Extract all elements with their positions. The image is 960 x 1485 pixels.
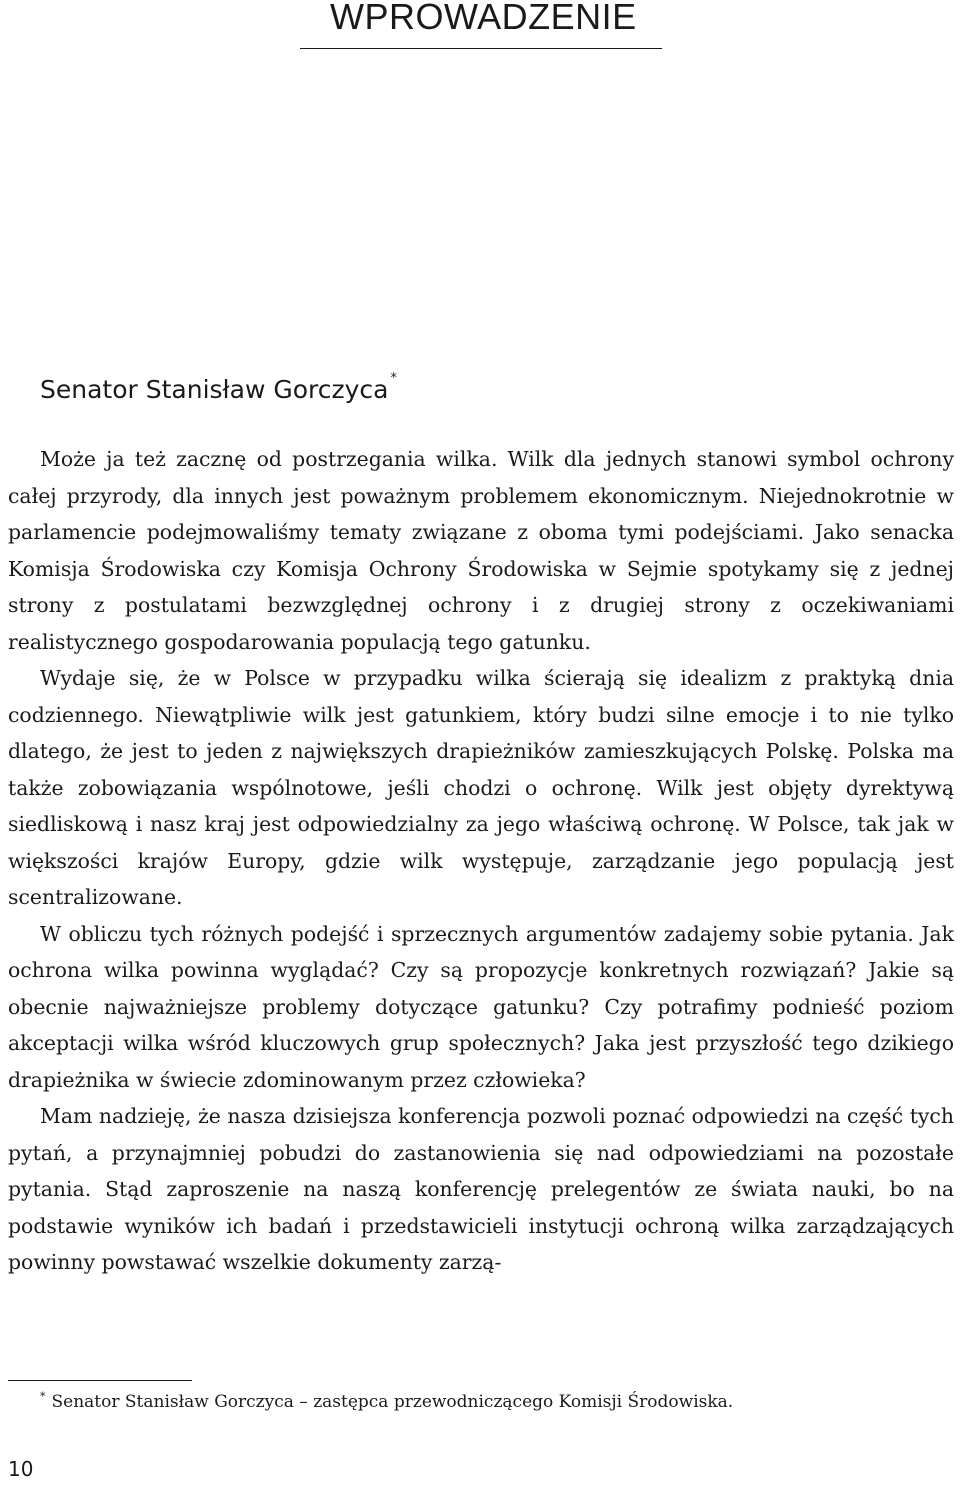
paragraph: Wydaje się, że w Polsce w przypadku wilka ścierają się idealizm z praktyką dnia codziennego. Niewątpliwie wilk jest gatunkiem, który budzi silne emocje i to nie tylko dlatego, że jest to jeden z największych drapieżników zamieszkujących Polskę. Polska ma także zobowiązania wspólnotowe, jeśli chodzi o ochronę. Wilk jest objęty dyrektywą siedliskową i nasz kraj jest odpowiedzialny za jego właściwą ochronę. W Polsce, tak jak w większości krajów Europy, gdzie wilk występuje, zarządzanie jego populacją jest scentralizowane.: [8, 666, 954, 909]
speaker-heading: [40, 371, 397, 404]
footnote-divider: [8, 1380, 192, 1381]
header-title: WPROWADZENIE: [330, 0, 637, 37]
footnote-text: Senator Stanisław Gorczyca – zastępca przewodniczącego Komisji Środowiska.: [51, 1392, 734, 1412]
running-header: [300, 0, 662, 49]
footnote-marker: *: [40, 1390, 46, 1403]
speaker-name: Senator Stanisław Gorczyca: [40, 375, 389, 404]
paragraph: Mam nadzieję, że nasza dzisiejsza konferencja pozwoli poznać odpowiedzi na część tych pytań, a przynajmniej pobudzi do zastanowienia się nad odpowiedziami na pozostałe pytania. Stąd zaproszenie na naszą konferencję prelegentów ze świata nauki, bo na podstawie wyników ich badań i przedstawicieli instytucji ochroną wilka zarządzających powinny powstawać wszelkie dokumenty zarzą-: [8, 1104, 954, 1274]
paragraph: Może ja też zacznę od postrzegania wilka. Wilk dla jednych stanowi symbol ochrony całej przyrody, dla innych jest poważnym problemem ekonomicznym. Niejednokrotnie w parlamencie podejmowaliśmy tematy związane z oboma tymi podejściami. Jako senacka Komisja Środowiska czy Komisja Ochrony Środowiska w Sejmie spotykamy się z jednej strony z postulatami bezwzględnej ochrony i z drugiej strony z oczekiwaniami realistycznego gospodarowania populacją tego gatunku.: [8, 447, 954, 654]
paragraph: W obliczu tych różnych podejść i sprzecznych argumentów zadajemy sobie pytania. Jak ochrona wilka powinna wyglądać? Czy są propozycje konkretnych rozwiązań? Jakie są obecnie najważniejsze problemy dotyczące gatunku? Czy potrafimy podnieść poziom akceptacji wilka wśród kluczowych grup społecznych? Jaka jest przyszłość tego dzikiego drapieżnika w świecie zdominowanym przez człowieka?: [8, 921, 954, 1092]
footnote-reference: *: [390, 371, 397, 386]
body-text: [8, 441, 954, 1281]
footnote: [40, 1392, 733, 1412]
page-number: 10: [8, 1457, 34, 1481]
